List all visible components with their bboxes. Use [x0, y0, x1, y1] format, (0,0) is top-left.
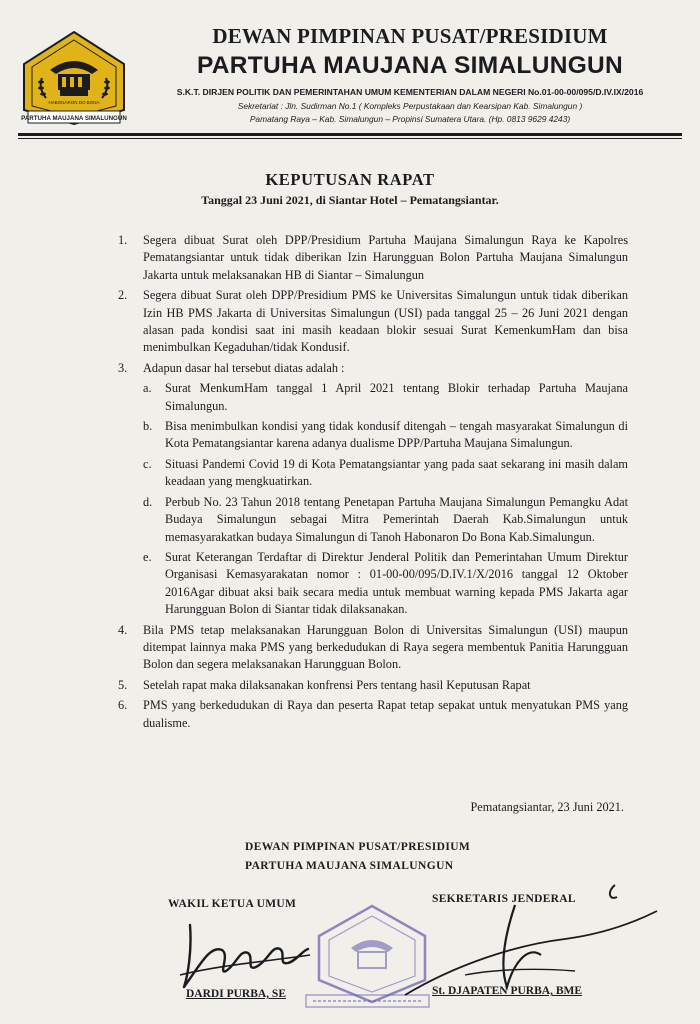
list-item-text: PMS yang berkedudukan di Raya dan peserta Rapat tetap sepakat untuk menyatukan PMS yang dualisme.	[143, 698, 628, 730]
left-signatory-role: WAKIL KETUA UMUM	[168, 898, 297, 910]
sub-list-item	[143, 380, 628, 415]
list-item-text: Adapun dasar hal tersebut diatas adalah :	[143, 360, 345, 375]
letterhead-line1: DEWAN PIMPINAN PUSAT/PRESIDIUM	[212, 24, 608, 48]
left-signature-icon	[160, 905, 320, 995]
list-item	[118, 697, 628, 732]
list-item	[118, 232, 628, 284]
signature-org-line2: PARTUHA MAUJANA SIMALUNGUN	[245, 860, 454, 872]
list-item	[118, 360, 628, 619]
list-item-number: 2.	[118, 288, 128, 303]
sub-list-item-text: Bisa menimbulkan kondisi yang tidak kondusif ditengah – tengah masyarakat Simalungun di Kota Pematangsiantar karena adanya dualisme DPP/Partuha Maujana Simalungun.	[165, 419, 628, 451]
list-item-number: 1.	[118, 233, 128, 247]
sub-list-item-letter: e.	[143, 549, 152, 564]
letterhead-contact: Pamatang Raya – Kab. Simalungun – Propinsi Sumatera Utara. (Hp. 0813 9629 4243)	[249, 114, 571, 124]
list-item	[118, 287, 628, 357]
sub-list-item	[143, 549, 628, 619]
list-item-text: Segera dibuat Surat oleh DPP/Presidium Partuha Maujana Simalungun Raya ke Kapolres Pematangsiantar untuk tidak diberikan Izin Harungguan Bolon Partuha Maujana Simalungun Jakarta untuk melaksanakan HB di Siantar – Simalungun	[143, 233, 628, 282]
place-date: Pematangsiantar, 23 Juni 2021.	[470, 800, 624, 814]
letterhead-rule-thick	[18, 133, 682, 136]
sub-list-item-text: Situasi Pandemi Covid 19 di Kota Pematangsiantar yang pada saat sekarang ini masih dalam keadaan yang mengkuatirkan.	[165, 456, 628, 489]
list-item	[118, 677, 628, 694]
sub-list-item	[143, 418, 628, 453]
sub-list-item-letter: d.	[143, 494, 153, 509]
sub-list-item	[143, 494, 628, 546]
sub-list-item	[143, 456, 628, 491]
decision-list	[118, 232, 628, 735]
document-title: KEPUTUSAN RAPAT	[265, 170, 435, 189]
list-item	[118, 622, 628, 674]
sub-list-item-text: Surat Keterangan Terdaftar di Direktur Jenderal Politik dan Pemerintahan Umum Direktur Organisasi Kemasyarakatan nomor : 01-00-00/095/D.IV.1/X/2016 tanggal 12 Oktober 2016Agar dibuat aksi baik secara media untuk membuat warning kepada PMS Jakarta agar Harungguan Bolon di Siantar tidak dilaksanakan.	[165, 549, 628, 617]
list-item-text: Segera dibuat Surat oleh DPP/Presidium PMS ke Universitas Simalungun untuk tidak diberikan Izin HB PMS Jakarta di Universitas Simalungun (USI) pada tanggal 25 – 26 Juni 2021 dengan alasan pada kondisi saat ini masih keadaan blokir sesuai Surat KemenkumHam dan bisa menimbulkan Kegaduhan/tidak Kondusif.	[143, 288, 628, 355]
list-item-text: Setelah rapat maka dilaksanakan konfrensi Pers tentang hasil Keputusan Rapat	[143, 677, 531, 692]
sub-list-item-text: Surat MenkumHam tanggal 1 April 2021 tentang Blokir terhadap Partuha Maujana Simalungun.	[165, 381, 628, 413]
sub-list-item-text: Perbub No. 23 Tahun 2018 tentang Penetapan Partuha Maujana Simalungun Pemangku Adat Budaya Simalungun sebagai Mitra Pemerintah Daerah Kab.Simalungun untuk memasyarakatkan budaya Simalungun di Tanoh Habonaron Do Bona Kab.Simalungun.	[165, 494, 628, 544]
list-item-text: Bila PMS tetap melaksanakan Harungguan Bolon di Universitas Simalungun (USI) maupun ditempat lainnya maka PMS yang berkedudukan di Raya segera membentuk Panitia Harungguan Bolon dan segera melaksanakan Harungguan Bolon.	[143, 622, 628, 672]
letterhead-address: Sekretariat : Jln. Sudirman No.1 ( Kompleks Perpustakaan dan Kearsipan Kab. Simalungun )	[237, 101, 583, 111]
letterhead-rule-thin	[18, 138, 682, 139]
right-signatory-name: St. DJAPATEN PURBA, BME	[432, 985, 583, 997]
letterhead-skt: S.K.T. DIRJEN POLITIK DAN PEMERINTAHAN UMUM KEMENTERIAN DALAM NEGERI No.01-00-00/095/D.IV.IX/2016	[176, 87, 644, 97]
sub-list-item-letter: c.	[143, 456, 152, 471]
logo-caption: PARTUHA MAUJANA SIMALUNGUN	[21, 115, 127, 122]
letterhead-org-name: PARTUHA MAUJANA SIMALUNGUN	[196, 52, 624, 79]
traditional-house-emblem-icon	[20, 30, 128, 128]
right-signatory-role: SEKRETARIS JENDERAL	[432, 893, 576, 905]
sub-list-item-letter: a.	[143, 381, 152, 396]
sub-list	[143, 380, 628, 618]
logo-motto: HABONARON DO BONA	[48, 100, 100, 105]
list-item-number: 3.	[118, 360, 128, 375]
sub-list-item-letter: b.	[143, 419, 153, 434]
list-item-number: 5.	[118, 677, 128, 692]
list-item-number: 6.	[118, 698, 128, 713]
left-signatory-name: DARDI PURBA, SE	[186, 988, 286, 1000]
signature-org-line1: DEWAN PIMPINAN PUSAT/PRESIDIUM	[245, 841, 471, 853]
list-item-number: 4.	[118, 622, 128, 637]
document-subtitle: Tanggal 23 Juni 2021, di Siantar Hotel – Pematangsiantar.	[201, 193, 499, 207]
